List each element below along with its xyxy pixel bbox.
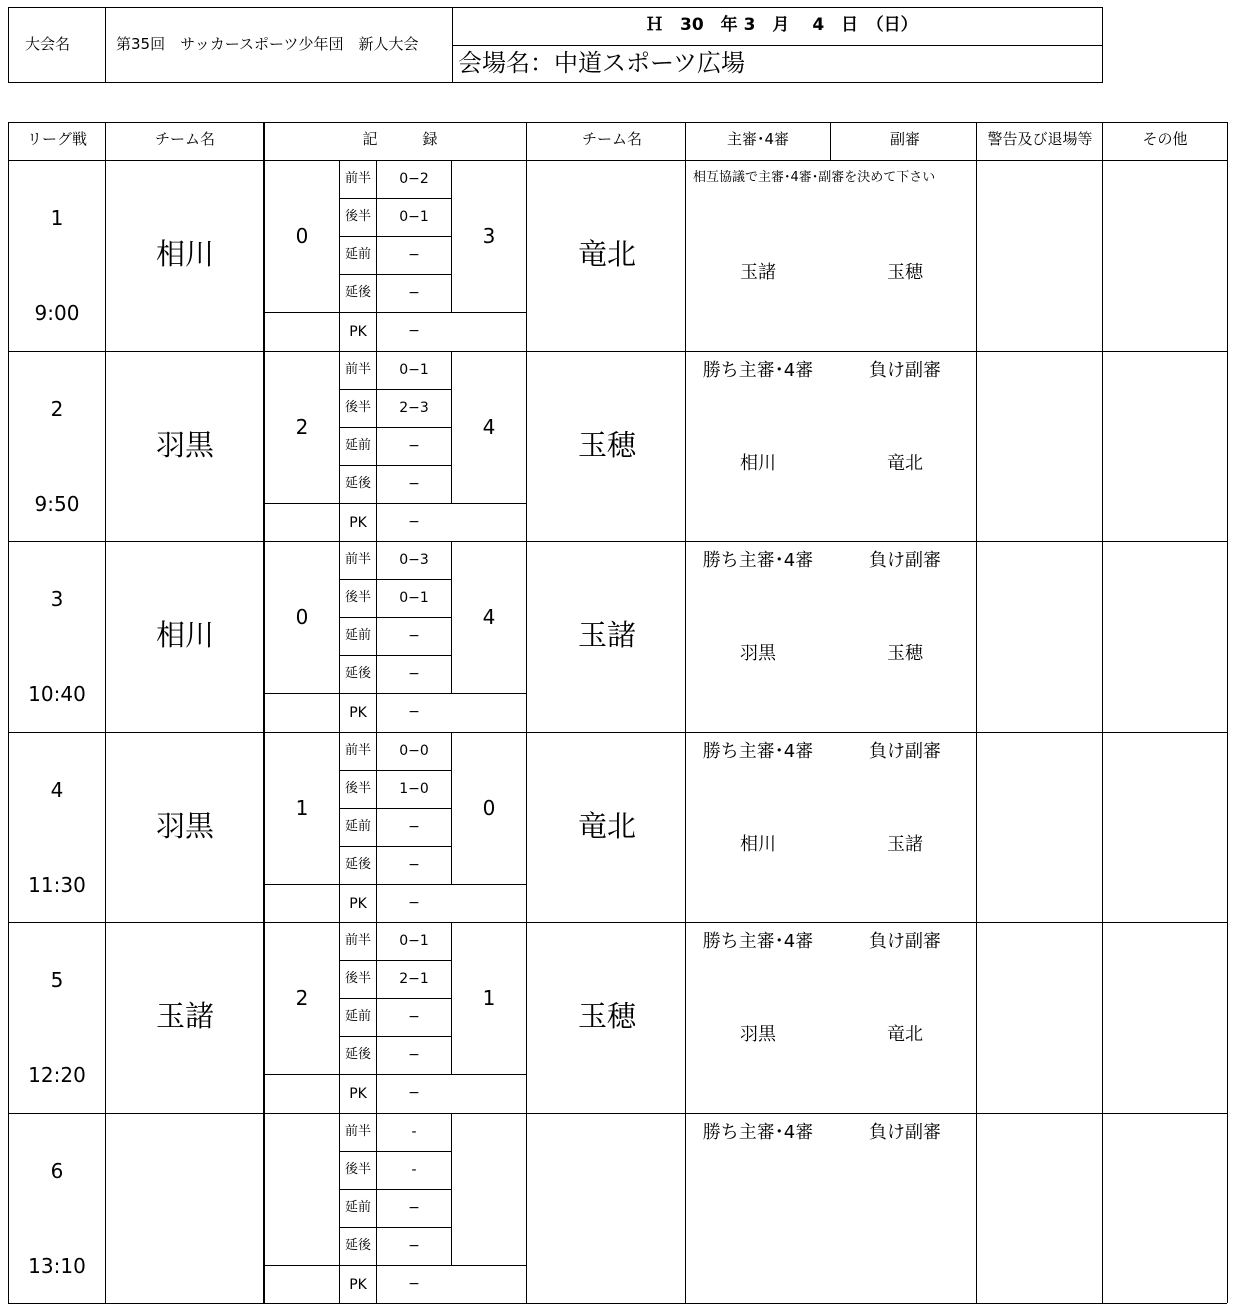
match-number: 6 <box>50 1158 64 1183</box>
period-label: 延後 <box>344 666 372 682</box>
period-score: - <box>411 1123 417 1140</box>
kickoff-time: 12:20 <box>28 1063 86 1087</box>
col-assistant: 副審 <box>889 130 921 148</box>
row-line <box>264 1265 526 1266</box>
period-label: 後半 <box>344 399 372 415</box>
team-a-score: 1 <box>295 795 309 820</box>
col-league: リーグ戦 <box>26 130 88 148</box>
period-label: 前半 <box>344 552 372 567</box>
row-line <box>339 960 451 961</box>
period-score: 0−1 <box>399 209 429 226</box>
row-line <box>264 312 526 313</box>
tournament-label: 大会名 <box>25 35 71 53</box>
referee-lose-label: 負け副審 <box>869 931 941 952</box>
period-score: − <box>408 628 420 645</box>
tournament-name: 第35回 サッカースポーツ少年団 新人大会 <box>116 35 419 53</box>
row-line <box>339 427 451 428</box>
row-line <box>8 1113 1227 1114</box>
column-line <box>451 541 452 693</box>
period-score: − <box>408 285 420 302</box>
row-line <box>8 351 1227 352</box>
match-date: Ｈ 30 年 3 月 4 日 （日） <box>646 15 918 35</box>
period-score: 0−1 <box>399 361 429 378</box>
kickoff-time: 9:50 <box>34 491 80 516</box>
column-line <box>976 122 977 1303</box>
referee-lose-label: 負け副審 <box>869 740 941 762</box>
team-b-name: 玉諸 <box>577 618 637 652</box>
period-score: 0−2 <box>399 171 429 187</box>
pk-score: − <box>408 323 420 340</box>
pk-score: − <box>408 704 420 721</box>
period-label: 後半 <box>344 1161 372 1177</box>
period-label: 延後 <box>344 1237 372 1253</box>
pk-label: PK <box>349 1086 367 1103</box>
row-line <box>339 808 451 809</box>
period-score: − <box>408 1047 420 1064</box>
row-line <box>339 389 451 390</box>
column-line <box>376 160 377 1303</box>
period-score: 2−1 <box>399 971 429 988</box>
team-b-score: 0 <box>482 795 496 820</box>
period-score: − <box>408 1237 420 1254</box>
team-a-name: 羽黒 <box>155 808 215 843</box>
referee-win-label: 勝ち主審･4審 <box>702 550 814 571</box>
row-line <box>339 998 451 999</box>
period-label: 後半 <box>344 209 372 225</box>
column-line <box>451 1113 452 1265</box>
period-score: − <box>408 247 420 264</box>
match-number: 1 <box>50 206 64 230</box>
period-label: 後半 <box>344 780 372 796</box>
row-line <box>339 770 451 771</box>
referee-team: 相川 <box>740 452 776 474</box>
row-line <box>339 579 451 580</box>
team-a-score: 2 <box>295 414 309 439</box>
referee-lose-label: 負け副審 <box>869 550 941 571</box>
assistant-team: 竜北 <box>887 452 923 474</box>
period-label: 延後 <box>344 1047 372 1063</box>
column-line <box>685 122 686 1303</box>
team-b-name: 玉穂 <box>577 999 637 1033</box>
period-score: - <box>411 1161 417 1178</box>
match-number: 5 <box>50 968 64 992</box>
team-a-name: 相川 <box>155 237 215 271</box>
team-b-score: 1 <box>482 986 496 1010</box>
team-b-score: 4 <box>482 414 496 439</box>
column-line <box>339 160 340 1303</box>
period-score: − <box>408 856 420 873</box>
column-line <box>451 160 452 312</box>
referee-note: 相互協議で主審･4審･副審を決めて下さい <box>693 170 936 185</box>
venue-name: 会場名：中道スポーツ広場 <box>458 49 746 77</box>
column-line <box>451 351 452 503</box>
referee-team: 羽黒 <box>740 643 776 664</box>
team-a-score: 0 <box>295 605 309 629</box>
row-line <box>339 1227 451 1228</box>
period-score: 0−1 <box>399 590 429 607</box>
period-score: − <box>408 437 420 454</box>
pk-score: − <box>408 513 420 530</box>
referee-team: 相川 <box>740 833 776 855</box>
assistant-team: 玉諸 <box>887 833 923 855</box>
row-line <box>264 693 526 694</box>
row-line <box>339 274 451 275</box>
row-line <box>339 465 451 466</box>
kickoff-time: 9:00 <box>34 301 80 325</box>
team-b-name: 竜北 <box>577 808 637 843</box>
row-line <box>8 1303 1227 1304</box>
period-label: 前半 <box>344 742 372 758</box>
team-a-score: 2 <box>295 986 309 1010</box>
period-label: 後半 <box>344 971 372 987</box>
match-number: 4 <box>50 777 64 802</box>
period-label: 前半 <box>344 171 372 186</box>
row-line <box>264 884 526 885</box>
period-label: 前半 <box>344 361 372 377</box>
pk-score: − <box>408 894 420 911</box>
period-label: 後半 <box>344 590 372 606</box>
column-line <box>1102 122 1103 1303</box>
period-score: 2−3 <box>399 399 429 416</box>
pk-score: − <box>408 1275 420 1292</box>
period-label: 延前 <box>344 437 372 453</box>
period-label: 前半 <box>344 933 372 948</box>
row-line <box>339 846 451 847</box>
row-line <box>8 160 1227 161</box>
referee-win-label: 勝ち主審･4審 <box>702 1121 814 1143</box>
period-label: 延後 <box>344 475 372 491</box>
period-label: 延前 <box>344 628 372 644</box>
column-line <box>8 122 9 1303</box>
row-line <box>339 1189 451 1190</box>
pk-label: PK <box>349 705 367 722</box>
period-score: 0−0 <box>399 742 429 759</box>
col-referee: 主審･4審 <box>726 130 790 148</box>
col-other: その他 <box>1142 130 1188 148</box>
kickoff-time: 10:40 <box>28 682 86 706</box>
period-label: 延前 <box>344 818 372 834</box>
team-a-score: 0 <box>295 224 309 248</box>
pk-score: − <box>408 1085 420 1102</box>
col-team-b: チーム名 <box>581 130 643 148</box>
period-label: 延後 <box>344 285 372 301</box>
row-line <box>339 1036 451 1037</box>
period-score: − <box>408 475 420 492</box>
kickoff-time: 13:10 <box>28 1253 86 1278</box>
period-score: − <box>408 818 420 835</box>
pk-label: PK <box>349 895 367 912</box>
period-score: 0−1 <box>399 933 429 949</box>
period-score: − <box>408 1199 420 1216</box>
match-number: 2 <box>50 396 64 421</box>
column-line <box>1227 122 1228 1303</box>
referee-lose-label: 負け副審 <box>869 359 941 381</box>
team-b-name: 玉穂 <box>577 427 637 462</box>
row-line <box>339 236 451 237</box>
row-line <box>264 503 526 504</box>
column-line <box>105 122 106 1303</box>
team-b-score: 3 <box>482 224 496 248</box>
match-number: 3 <box>50 587 64 611</box>
pk-label: PK <box>349 324 367 341</box>
row-line <box>8 922 1227 923</box>
period-label: 延前 <box>344 247 372 263</box>
row-line <box>8 732 1227 733</box>
assistant-team: 玉穂 <box>887 262 923 283</box>
referee-win-label: 勝ち主審･4審 <box>702 931 814 952</box>
team-b-name: 竜北 <box>577 237 637 271</box>
kickoff-time: 11:30 <box>28 872 86 897</box>
period-label: 延前 <box>344 1009 372 1025</box>
referee-win-label: 勝ち主審･4審 <box>702 740 814 762</box>
period-score: 1−0 <box>399 780 429 797</box>
column-line <box>526 122 527 1303</box>
row-line <box>339 1151 451 1152</box>
referee-win-label: 勝ち主審･4審 <box>702 359 814 381</box>
column-line <box>263 122 265 1303</box>
assistant-team: 玉穂 <box>887 643 923 664</box>
period-label: 延前 <box>344 1199 372 1215</box>
row-line <box>339 198 451 199</box>
row-line <box>8 541 1227 542</box>
period-score: 0−3 <box>399 552 429 568</box>
period-score: − <box>408 1009 420 1026</box>
referee-team: 羽黒 <box>740 1024 776 1045</box>
team-a-name: 相川 <box>155 618 215 652</box>
row-line <box>264 1074 526 1075</box>
team-a-name: 羽黒 <box>155 427 215 462</box>
period-label: 前半 <box>344 1123 372 1139</box>
col-cautions: 警告及び退場等 <box>987 130 1093 148</box>
col-record: 記 録 <box>362 130 438 148</box>
row-line <box>8 122 1227 123</box>
col-team-a: チーム名 <box>154 130 216 148</box>
row-line <box>339 655 451 656</box>
referee-lose-label: 負け副審 <box>869 1121 941 1143</box>
assistant-team: 竜北 <box>887 1024 923 1045</box>
team-b-score: 4 <box>482 605 496 629</box>
referee-team: 玉諸 <box>740 262 776 283</box>
period-label: 延後 <box>344 856 372 872</box>
pk-label: PK <box>349 1276 367 1293</box>
column-line <box>451 922 452 1074</box>
team-a-name: 玉諸 <box>155 999 215 1033</box>
pk-label: PK <box>349 514 367 531</box>
column-line <box>830 122 831 160</box>
period-score: − <box>408 666 420 683</box>
column-line <box>451 732 452 884</box>
row-line <box>339 617 451 618</box>
